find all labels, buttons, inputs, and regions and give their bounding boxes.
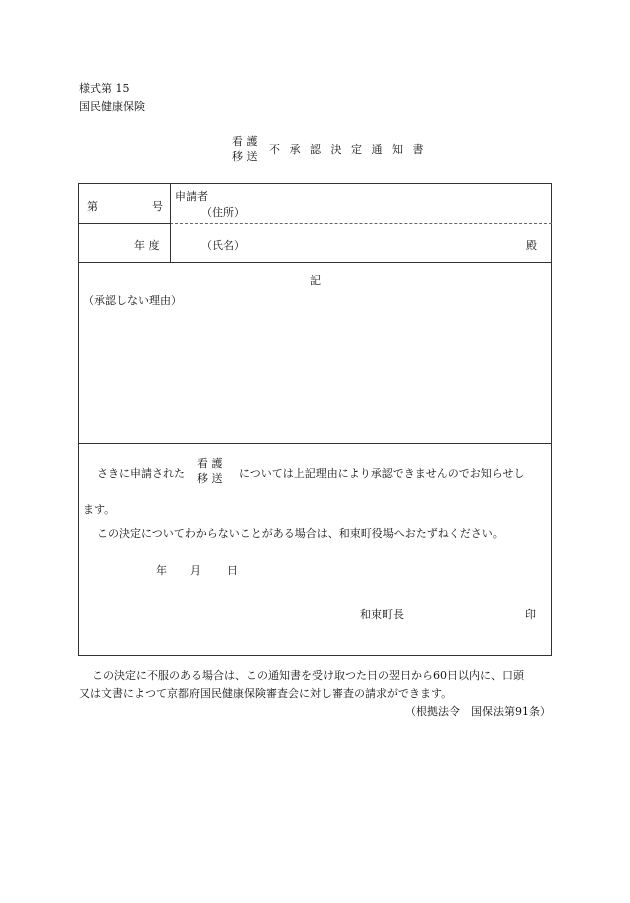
mayor-title: 和束町長	[360, 608, 404, 621]
address-label: （住所）	[201, 206, 245, 219]
title-text: 不 承 認 決 定 通 知 書	[269, 143, 427, 156]
applicant-label: 申請者	[175, 190, 208, 203]
number-year-divider	[79, 223, 170, 224]
address-name-divider	[170, 223, 552, 224]
seal-mark: 印	[525, 608, 536, 621]
reason-section-divider	[79, 443, 552, 444]
legal-basis: （根拠法令 国保法第91条）	[405, 705, 551, 718]
notice-prefix: さきに申請された	[97, 467, 185, 480]
fiscal-year-label: 年 度	[134, 239, 160, 252]
notice-tail: ます。	[83, 503, 116, 516]
form-number: 様式第 15	[79, 82, 130, 95]
title-option-stack	[232, 134, 258, 164]
honorific-dono: 殿	[526, 239, 537, 252]
ki-heading: 記	[310, 274, 321, 287]
date-month: 月	[190, 564, 201, 577]
appeal-notice-line2: 又は文書によつて京都府国民健康保険審査会に対し審査の請求ができます。	[79, 687, 453, 700]
notice-option-stack	[197, 456, 223, 486]
notice-frame	[78, 183, 552, 656]
number-label-left: 第	[87, 200, 98, 213]
label-column-divider	[170, 184, 171, 262]
insurance-name: 国民健康保険	[79, 100, 145, 113]
inquiry-text: この決定についてわからないことがある場合は、和束町役場へおたずねください。	[97, 527, 504, 540]
document-title	[232, 134, 426, 164]
date-day: 日	[227, 564, 238, 577]
number-label-right: 号	[152, 200, 163, 213]
appeal-notice-line1: この決定に不服のある場合は、この通知書を受け取つた日の翌日から60日以内に、口頭	[92, 669, 524, 682]
date-year: 年	[156, 564, 167, 577]
notice-suffix: については上記理由により承認できませんのでお知らせし	[239, 467, 525, 480]
header-section-divider	[79, 262, 552, 263]
title-option-transport: 移 送	[232, 150, 258, 163]
reason-label: （承認しない理由）	[83, 294, 182, 307]
notice-option-transport: 移 送	[197, 472, 223, 485]
name-label: （氏名）	[201, 239, 245, 252]
title-option-nursing: 看 護	[232, 135, 258, 148]
notice-option-nursing: 看 護	[197, 457, 223, 470]
